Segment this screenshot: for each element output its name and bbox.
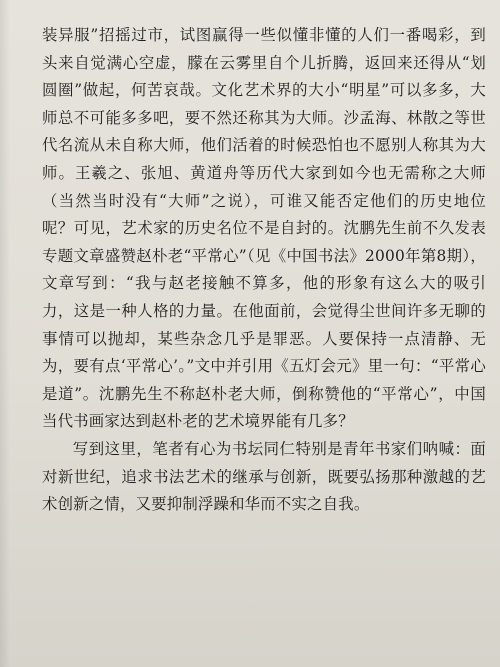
paragraph-2: 写到这里，笔者有心为书坛同仁特别是青年书家们呐喊：面对新世纪，追求书法艺术的继承与创新，既要弘扬那种激越的艺术创新之情，又要抑制浮躁和华而不实之自我。: [42, 439, 486, 514]
page-edge-shadow: [0, 0, 10, 667]
paragraph-1: 装异服”招摇过市，试图赢得一些似懂非懂的人们一番喝彩，到头来自觉满心空虚，朦在云雾里自个儿折腾，返回来还得从“划圆圈”做起，何苦哀哉。文化艺术界的大小“明星”可以多多，大师总不可能多多吧，要不然还称其为大师。沙孟海、林散之等世代名流从未自称大师，他们活着的时候恐怕也不愿别人称其为大师。王羲之、张旭、黄道舟等历代大家到如今也无需称之大师（当然当时没有“大师”之说），可谁又能否定他们的历史地位呢？可见，艺术家的历史名位不是自封的。沈鹏先生前不久发表专题文章盛赞赵朴老“平常心”（见《中国书法》2000年第8期），文章写到：“我与赵老接触不算多，他的形象有这么大的吸引力，这是一种人格的力量。在他面前，会觉得尘世间许多无聊的事情可以抛却，某些杂念几乎是罪恶。人要保持一点清静、无为，要有点‘平常心’。”文中并引用《五灯会元》里一句：“平常心是道”。沈鹏先生不称赵朴老大师，倒称赞他的“平常心”，中国当代书画家达到赵朴老的艺术境界能有几多？: [42, 26, 486, 431]
